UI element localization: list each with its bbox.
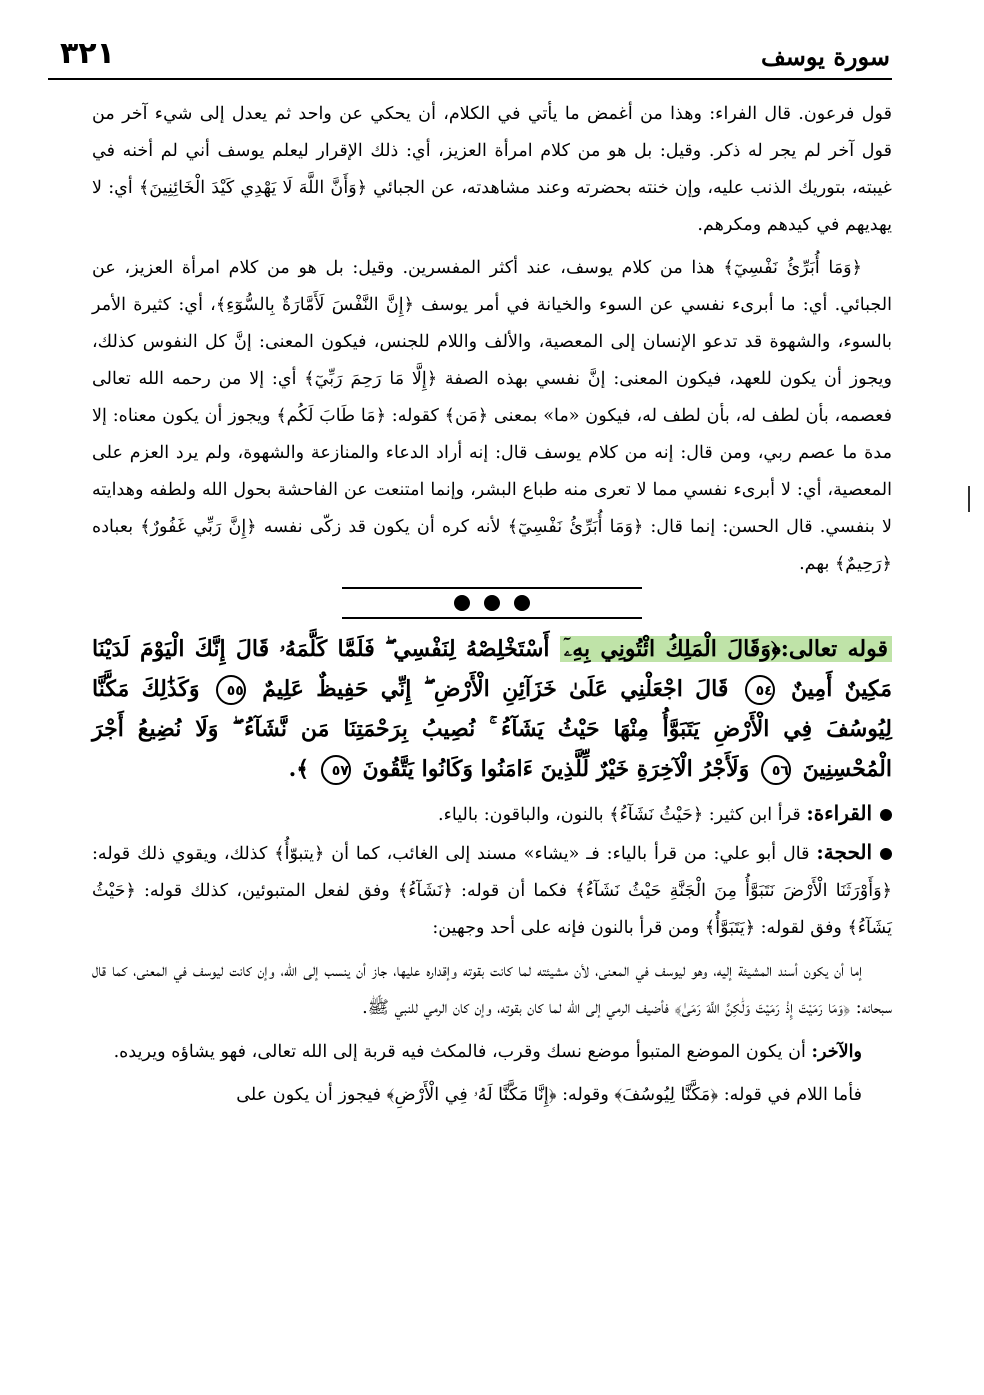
page-body [92,96,892,1114]
akhar-text: أن يكون الموضع المتبوأ موضع نسك وقرب، فالمكث فيه قربة إلى الله تعالى، فهو يشاؤه ويريده. [113,1042,806,1062]
verse-segment: وَلَأَجْرُ الْآخِرَةِ خَيْرٌ لِّلَّذِينَ ءَامَنُوا وَكَانُوا يَتَّقُونَ [362,756,750,782]
ayah-number-marker: ٥٤ [745,675,775,705]
hujja-text: قال أبو علي: من قرأ بالياء: فـ «يشاء» مسند إلى الغائب، كما أن ﴿يتبوّأُ﴾ كذلك، ويقوي ذلك قوله: ﴿وَأَوْرَثَنَا الْأَرْضَ نَتَبَوَّأُ مِنَ الْجَنَّةِ حَيْثُ نَشَآءُ﴾ فكما أن قوله: ﴿نَشَآءُ﴾ وفق لفعل المتبوئين، كذلك قوله: ﴿حَيْثُ يَشَآءُ﴾ وفق لقوله: ﴿يَتَبَوَّأُ﴾ ومن قرأ بالنون فإنه على أحد وجهين: [92,844,892,938]
dot-icon [454,595,470,611]
verse-highlight [560,636,892,662]
paragraph-commentary-2: ﴿وَمَا أُبَرِّئُ نَفْسِيٓ﴾ هذا من كلام يوسف، عند أكثر المفسرين. وقيل: بل هو من كلام امرأة العزيز، عن الجبائي. أي: ما أبرىء نفسي عن السوء والخيانة في أمر يوسف ﴿إِنَّ النَّفْسَ لَأَمَّارَةٌ بِالسُّوٓءِ﴾، أي: كثيرة الأمر بالسوء، والشهوة قد تدعو الإنسان إلى المعصية، والألف واللام للجنس، فيكون المعنى: إنَّ كل النفوس كذلك، ويجوز أن يكون للعهد، فيكون المعنى: إنَّ نفسي بهذه الصفة ﴿إِلَّا مَا رَحِمَ رَبِّيٓ﴾ أي: إلا من رحمه الله تعالى فعصمه، بأن لطف له، بأن لطف له، فيكون «ما» بمعنى ﴿مَن﴾ كقوله: ﴿مَا طَابَ لَكُم﴾ ويجوز أن يكون معناه: إلا مدة ما عصم ربي، ومن قال: إنه من كلام يوسف قال: إنه أراد الدعاء والمنازعة والشهوة، ولم يرد العزم على المعصية، أي: لا أبرىء نفسي مما لا تعرى منه طباع البشر، وإنما امتنعت عن الفاحشة بحول الله ولطفه وهدايته لا بنفسي. قال الحسن: إنما قال: ﴿وَمَا أُبَرِّئُ نَفْسِيٓ﴾ لأنه كره أن يكون قد زكّى نفسه ﴿إِنَّ رَبِّي غَفُورٌ﴾ بعباده ﴿رَحِيمٌ﴾ بهم. [92,258,892,574]
paragraph-commentary-1: قول فرعون. قال الفراء: وهذا من أغمض ما يأتي في الكلام، أن يحكي عن واحد ثم يعدل إلى شيء آخر من قول آخر لم يجر له ذكر. وقيل: بل هو من كلام امرأة العزيز، أي: ذلك الإقرار ليعلم يوسف أني لم أخنه في غيبته، بتوريك الذنب عليه، وإن خنته بحضرته وعند مشاهدته، عن الجبائي ﴿وَأَنَّ اللَّهَ لَا يَهْدِي كَيْدَ الْخَائِنِينَ﴾ أي: لا يهديهم في كيدهم ومكرهم. [92,104,892,235]
hujja-section [92,834,892,947]
dot-icon [514,595,530,611]
bullet-icon [880,809,892,821]
dot-icon [484,595,500,611]
bullet-icon [880,848,892,860]
verse-segment: أَسْتَخْلِصْهُ لِنَفْسِي ۖ فَلَمَّا كَلَّمَهُۥ قَالَ إِنَّكَ الْيَوْمَ لَدَيْنَا مَكِينٌ أَمِينٌ [92,636,892,702]
separator-dots [92,595,892,611]
hujja-heading: الحجة: [816,840,872,864]
qiraa-section [92,795,892,834]
verse-label: قوله تعالى: [780,636,889,662]
section-separator [92,587,892,619]
verse-block [92,629,892,789]
surah-title: سورة يوسف [760,42,890,71]
paragraph-second-way [92,1033,892,1071]
separator-line-bottom [342,617,642,619]
verse-segment: قَالَ اجْعَلْنِي عَلَىٰ خَزَآئِنِ الْأَرْضِ ۖ إِنِّي حَفِيظٌ عَلِيمٌ [262,676,729,702]
paragraph-first-way: إما أن يكون أسند المشيئة إليه، وهو ليوسف في المعنى، لأن مشيئته لما كانت بقوته وإقداره عليها، جاز أن ينسب إلى الله، وإن كانت ليوسف في المعنى، كما قال سبحانه: ﴿وَمَا رَمَيْتَ إِذْ رَمَيْتَ وَلَٰكِنَّ اللَّهَ رَمَىٰ﴾ فأضيف الرمي إلى الله لما كان بقوته، وإن كان الرمي للنبي ﷺ. [92,961,892,1018]
verse-segment: وَكَذَٰلِكَ مَكَّنَّا لِيُوسُفَ فِي الْأَرْضِ يَتَبَوَّأُ مِنْهَا حَيْثُ يَشَآءُ ۚ نُصِيبُ بِرَحْمَتِنَا مَن نَّشَآءُ ۖ وَلَا نُضِيعُ أَجْرَ الْمُحْسِنِينَ [92,676,892,782]
qiraa-heading: القراءة: [806,801,872,825]
paragraph-last-line: فأما اللام في قوله: ﴿مَكَّنَّا لِيُوسُفَ﴾ وقوله: ﴿إِنَّا مَكَّنَّا لَهُۥ فِي الْأَرْضِ﴾ فيجوز أن يكون على [236,1085,862,1105]
verse-highlighted-text: ﴿وَقَالَ الْمَلِكُ ائْتُونِي بِهِۦٓ [563,636,781,662]
page-header [48,36,892,80]
ayah-number-marker: ٥٥ [216,675,246,705]
separator-line-top [342,587,642,589]
qiraa-text: قرأ ابن كثير: ﴿حَيْثُ نَشَآءُ﴾ بالنون، والباقون: بالياء. [437,805,801,825]
verse-closing: ﴾. [288,756,310,782]
page-number: ٣٢١ [60,36,115,71]
akhar-heading: والآخر: [811,1041,862,1062]
ayah-number-marker: ٥٦ [761,755,791,785]
margin-mark [968,486,970,512]
ayah-number-marker: ٥٧ [321,755,351,785]
